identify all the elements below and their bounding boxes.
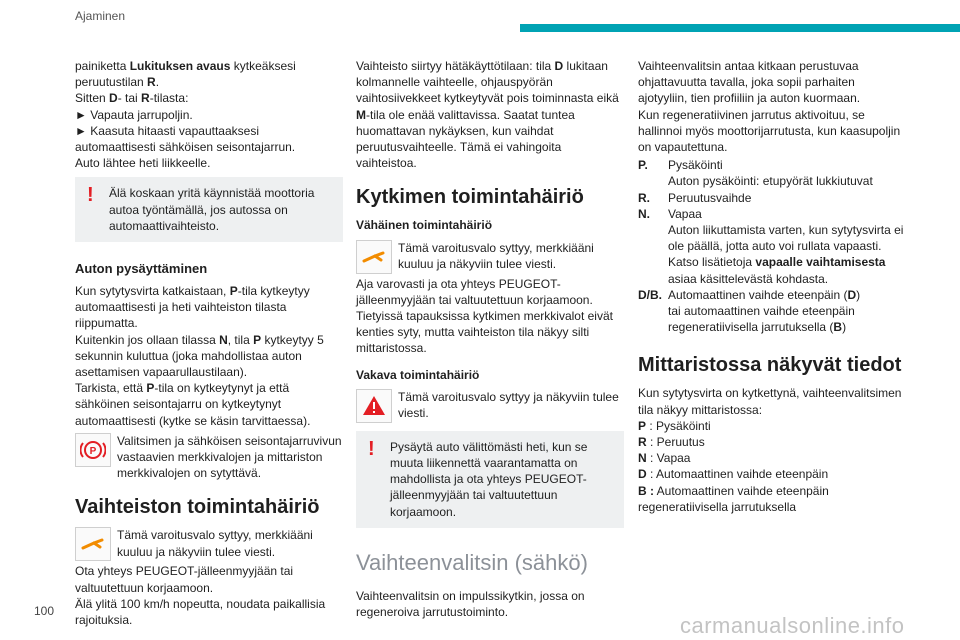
icon-note-text: Tämä varoitusvalo syttyy, merkkiääni kuuluu ja näkyviin tulee viesti. bbox=[398, 240, 594, 271]
section-heading: Kytkimen toimintahäiriö bbox=[356, 186, 584, 209]
definition-row: N. Vapaa Auton liikuttamista varten, kun sytytysvirta ei ole päällä, jotta auto voi rullata vapaasti. Katso lisätietoja vapaalle vaihtamisesta asiaa käsittelevästä kohdasta. bbox=[638, 206, 904, 286]
section-heading: Vaihteiston toimintahäiriö bbox=[75, 496, 320, 519]
paragraph: Kun sytytysvirta katkaistaan, P-tila kytkeytyy automaattisesti ja heti vaihteiston tilasta riippumatta. bbox=[75, 284, 310, 331]
paragraph: Tietyissä tapauksissa kytkimen merkkivalot eivät kenties syty, mutta vaihteiston tila näkyy silti mittaristossa. bbox=[356, 309, 613, 356]
paragraph: Kuitenkin jos ollaan tilassa N, tila P kytkeytyy 5 sekunnin kuluttua (joka mahdollistaa auton asettamisen vapaarullaustilaan). bbox=[75, 332, 324, 380]
icon-note-text: Tämä varoitusvalo syttyy ja näkyviin tulee viesti. bbox=[398, 389, 619, 421]
header-title: Ajaminen bbox=[75, 9, 126, 23]
icon-note bbox=[356, 240, 624, 276]
column-1 bbox=[75, 58, 343, 628]
mode-item: D : Automaattinen vaihde eteenpäin bbox=[638, 467, 829, 482]
definition-list bbox=[638, 157, 906, 335]
wrench-icon bbox=[75, 527, 111, 561]
paragraph: Aja varovasti ja ota yhteys PEUGEOT-jälleenmyyjään tai valtuutettuun korjaamoon. bbox=[356, 276, 593, 307]
warning-box bbox=[75, 177, 343, 242]
icon-note bbox=[75, 433, 343, 482]
svg-text:P: P bbox=[89, 445, 97, 457]
header-accent-bar bbox=[520, 24, 960, 32]
exclamation-icon: ! bbox=[87, 184, 94, 207]
icon-note-text: Tämä varoitusvalo syttyy, merkkiääni kuuluu ja näkyviin tulee viesti. bbox=[117, 528, 313, 559]
page-number: 100 bbox=[34, 604, 55, 618]
subsection-heading: Vakava toimintahäiriö bbox=[356, 367, 480, 382]
paragraph: Älä ylitä 100 km/h nopeutta, noudata paikallisia rajoituksia. bbox=[75, 596, 326, 628]
definition-row: R. Peruutusvaihde bbox=[638, 190, 752, 205]
mode-item: R : Peruutus bbox=[638, 435, 705, 450]
exclamation-icon: ! bbox=[368, 437, 375, 460]
definition-row: P. Pysäköinti Auton pysäköinti: etupyörät lukkiutuvat bbox=[638, 158, 873, 189]
icon-note bbox=[356, 389, 624, 425]
section-heading: Mittaristossa näkyvät tiedot bbox=[638, 354, 902, 377]
paragraph: Vaihteenvalitsin antaa kitkaan perustuvaa ohjattavuutta tavalla, joka sopii parhaiten ajotyyliin, tien profiiliin ja auton kuormaan. bbox=[638, 59, 861, 106]
warning-text: Pysäytä auto välittömästi heti, kun se muuta liikennettä vaarantamatta on mahdollista ja ota yhteys PEUGEOT-jälleenmyyjään tai valtuutettuun korjaamoon. bbox=[390, 439, 588, 519]
definition-row: D/B. Automaattinen vaihde eteenpäin (D) tai automaattinen vaihde eteenpäin regeneratiivisella jarrutuksella (B) bbox=[638, 287, 861, 335]
paragraph: Vaihteisto siirtyy hätäkäyttötilaan: tila D lukitaan kolmannelle vaihteelle, ohjauspyörän vaihtosiivekkeet kytkeytyvät pois toiminnasta eikä M-tila ole enää valittavissa. Saatat tuntea huomattavan nykäyksen, kun vaihdat peruutusvaihteelle. Tämä ei vahingoita vaihteistoa. bbox=[356, 59, 619, 171]
wrench-icon bbox=[356, 240, 392, 274]
warning-box bbox=[356, 431, 624, 528]
section-heading: Auton pysäyttäminen bbox=[75, 261, 208, 277]
section-heading: Vaihteenvalitsin (sähkö) bbox=[356, 549, 588, 575]
paragraph: Ota yhteys PEUGEOT-jälleenmyyjään tai valtuutettuun korjaamoon. bbox=[75, 564, 294, 595]
paragraph: Vaihteenvalitsin on impulssikytkin, jossa on regeneroiva jarrutustoiminto. bbox=[356, 588, 585, 620]
bullet-item: ► Kaasuta hitaasti vapauttaaksesi automaattisesti sähköisen seisontajarrun. bbox=[75, 123, 296, 155]
paragraph: Tarkista, että P-tila on kytkeytynyt ja että sähköinen seisontajarru on kytkeytynyt automaattisesti (kytke se käsin tarvittaessa). bbox=[75, 381, 311, 428]
mode-item: B : Automaattinen vaihde eteenpäin regeneratiivisella jarrutuksella bbox=[638, 483, 829, 514]
mode-item: P : Pysäköinti bbox=[638, 418, 711, 433]
paragraph: Kun sytytysvirta on kytkettynä, vaihteenvalitsimen tila näkyy mittaristossa: bbox=[638, 386, 902, 417]
paragraph: Kun regeneratiivinen jarrutus aktivoituu, se hallinnoi myös moottorijarrutusta, kun kaasupoljin on vapautettuna. bbox=[638, 107, 901, 155]
column-2 bbox=[356, 58, 624, 620]
mode-item: N : Vapaa bbox=[638, 451, 691, 466]
bullet-item: ► Vapauta jarrupoljin. bbox=[75, 107, 193, 122]
warning-triangle-icon bbox=[356, 389, 392, 423]
icon-note bbox=[75, 527, 343, 563]
subsection-heading: Vähäinen toimintahäiriö bbox=[356, 218, 493, 233]
paragraph: painiketta Lukituksen avaus kytkeäksesi peruutustilan R. Sitten D- tai R-tilasta: bbox=[75, 59, 296, 106]
column-3 bbox=[638, 58, 906, 515]
warning-text: Älä koskaan yritä käynnistää moottoria autoa työntämällä, jos autossa on automaattivaihteisto. bbox=[109, 186, 315, 233]
watermark: carmanualsonline.info bbox=[680, 613, 905, 638]
paragraph: Auto lähtee heti liikkeelle. bbox=[75, 156, 211, 171]
parking-brake-icon bbox=[75, 433, 111, 467]
icon-note-text: Valitsimen ja sähköisen seisontajarruvivun vastaavien merkkivalojen ja mittariston merkkivalojen on sytyttävä. bbox=[117, 433, 342, 481]
